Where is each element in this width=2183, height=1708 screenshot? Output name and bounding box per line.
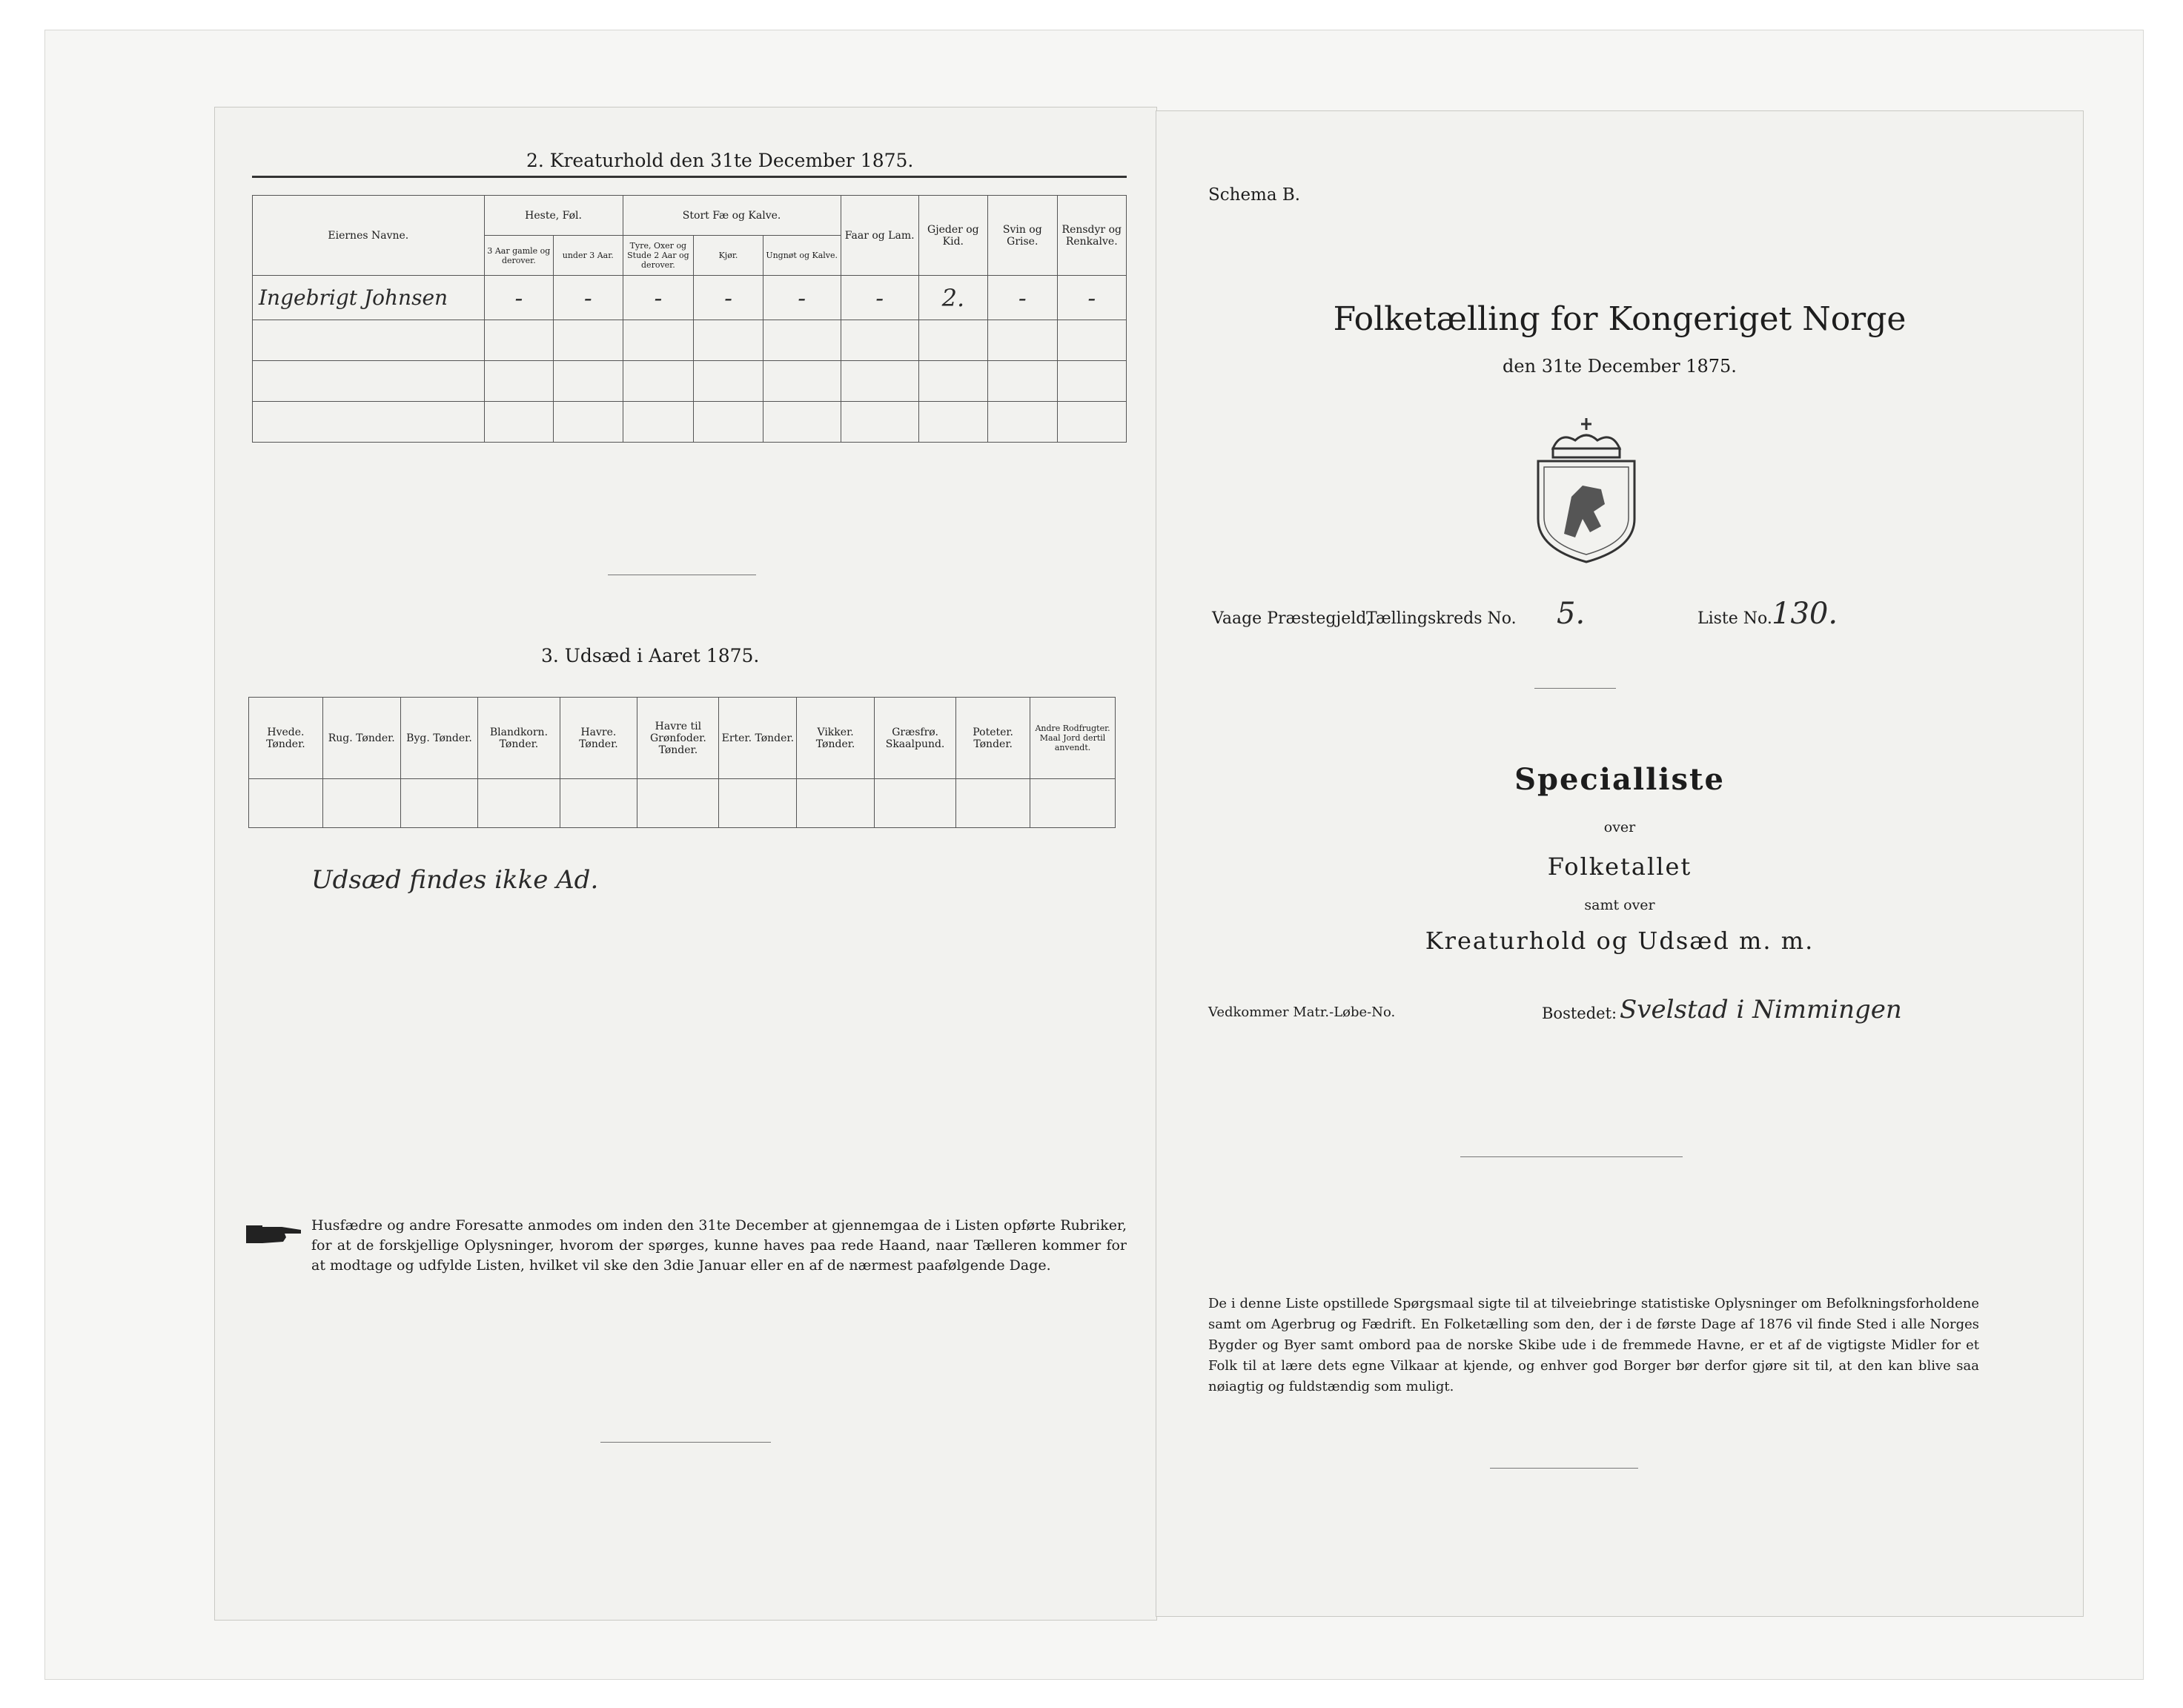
cell-value: -: [988, 276, 1057, 320]
heste-header: Heste, Føl.: [484, 196, 623, 236]
rensdyr-header: Rensdyr og Renkalve.: [1057, 196, 1127, 276]
seed-col: Byg. Tønder.: [400, 698, 478, 779]
divider: [1534, 688, 1616, 689]
livestock-table: [252, 195, 1127, 443]
section2-title: 2. Kreaturhold den 31te December 1875.: [526, 150, 914, 171]
bostedet-label: Bostedet:: [1542, 1004, 1617, 1022]
right-page: [1156, 111, 2083, 1616]
table-row: [253, 361, 1127, 402]
svin-header: Svin og Grise.: [988, 196, 1057, 276]
cell-value: -: [763, 276, 841, 320]
col-tyre: Tyre, Oxer og Stude 2 Aar og derover.: [623, 236, 694, 276]
district-label: Tællingskreds No.: [1366, 609, 1517, 628]
divider: [600, 1442, 771, 1443]
col-under3: under 3 Aar.: [554, 236, 623, 276]
district-value: 5.: [1557, 597, 1586, 631]
section3-title: 3. Udsæd i Aaret 1875.: [541, 645, 760, 666]
seed-col: Hvede. Tønder.: [249, 698, 323, 779]
footnote-text: De i denne Liste opstillede Spørgsmaal sigte til at tilveiebringe statistiske Oplysninger om Befolkningsforholdene samt om Agerbrug og Fædrift. En Folketælling som den, der i de første Dage af 1876 vil finde Sted i alle Norges Bygder og Byer samt ombord paa de norske Skibe ude i de fremmede Havne, er et af de vigtigste Midler for et Folk til at lære dets egne Vilkaar at kjende, og enhver god Borger bør derfor gjøre sit til, at den kan blive saa nøiagtig og fuldstændig som muligt.: [1208, 1296, 1979, 1394]
cell-value: -: [554, 276, 623, 320]
cell-value: -: [694, 276, 763, 320]
table-row: [253, 402, 1127, 443]
seed-col: Græsfrø. Skaalpund.: [874, 698, 955, 779]
seed-col: Vikker. Tønder.: [797, 698, 875, 779]
list-label: Liste No.: [1697, 609, 1772, 628]
parish-label: Vaage Præstegjeld,: [1212, 609, 1372, 628]
notice-text: Husfædre og andre Foresatte anmodes om inden den 31te December at gjennemgaa de i Listen opførte Rubriker, for at de forskjellige Oplysninger, hvorom der spørges, kunne haves paa rede Haand, naar Tælleren kommer for at modtage og udfylde Listen, hvilket vil ske den 3die Januar eller en af de nærmest paafølgende Dage.: [311, 1217, 1127, 1274]
stort-fae-header: Stort Fæ og Kalve.: [623, 196, 841, 236]
special-title: Specialliste: [1514, 762, 1725, 797]
owner-name: Ingebrigt Johnsen: [253, 276, 485, 320]
schema-label: Schema B.: [1208, 185, 1301, 205]
cell-value: -: [484, 276, 553, 320]
seed-col: Andre Rodfrugter. Maal Jord dertil anvendt.: [1030, 698, 1116, 779]
main-title: Folketælling for Kongeriget Norge: [1333, 300, 1907, 338]
col-3aar: 3 Aar gamle og derover.: [484, 236, 553, 276]
col-kjor: Kjør.: [694, 236, 763, 276]
faar-header: Faar og Lam.: [841, 196, 918, 276]
kreaturhold-title: Kreaturhold og Udsæd m. m.: [1425, 927, 1815, 955]
seed-col: Blandkorn. Tønder.: [478, 698, 560, 779]
gjeder-header: Gjeder og Kid.: [918, 196, 987, 276]
folketallet-title: Folketallet: [1547, 853, 1692, 881]
cell-value: -: [841, 276, 918, 320]
seed-col: Havre til Grønfoder. Tønder.: [637, 698, 719, 779]
list-value: 130.: [1772, 597, 1838, 631]
coat-of-arms-icon: [1531, 415, 1642, 563]
seed-col: Poteter. Tønder.: [956, 698, 1030, 779]
divider: [1460, 1156, 1683, 1157]
over-label: over: [1603, 819, 1636, 835]
census-date: den 31te December 1875.: [1503, 356, 1737, 377]
col-ungnot: Ungnøt og Kalve.: [763, 236, 841, 276]
bostedet-value: Svelstad i Nimmingen: [1620, 995, 1902, 1025]
samt-over-label: samt over: [1584, 897, 1655, 913]
section2-top-rule: [252, 176, 1127, 178]
cell-value: -: [623, 276, 694, 320]
owner-header: Eiernes Navne.: [253, 196, 485, 276]
seed-col: Erter. Tønder.: [719, 698, 797, 779]
left-page: [215, 107, 1156, 1620]
seed-col: Rug. Tønder.: [322, 698, 400, 779]
cell-value: -: [1057, 276, 1127, 320]
table-row: [249, 779, 1116, 828]
table-row: [253, 320, 1127, 361]
seed-col: Havre. Tønder.: [560, 698, 637, 779]
pointing-hand-icon: [245, 1219, 304, 1249]
table-row: [253, 276, 1127, 320]
divider: [1490, 1468, 1638, 1469]
matr-label: Vedkommer Matr.-Løbe-No.: [1208, 1004, 1396, 1020]
cell-value: 2.: [918, 276, 987, 320]
seed-note: Udsæd findes ikke Ad.: [311, 865, 599, 895]
seed-table: [248, 697, 1116, 828]
